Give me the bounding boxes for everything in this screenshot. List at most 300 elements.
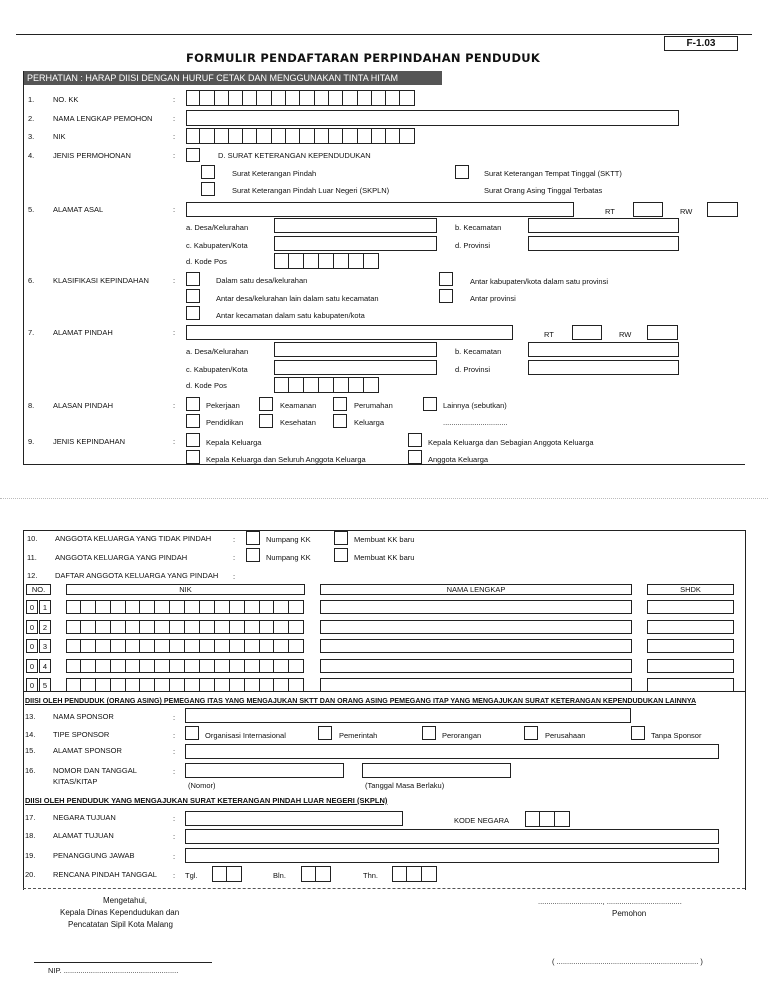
- checkbox-housing[interactable]: [333, 397, 347, 411]
- nip-field[interactable]: NIP. .......................................................: [48, 966, 179, 975]
- member-name-input[interactable]: [320, 678, 632, 692]
- colon: :: [233, 535, 236, 544]
- field-num: 2.: [28, 114, 35, 123]
- member-shdk-input[interactable]: [647, 600, 734, 614]
- sponsor-address-input[interactable]: [185, 744, 719, 759]
- char-cell[interactable]: [260, 659, 275, 673]
- option-label: Membuat KK baru: [354, 535, 415, 544]
- char-cell[interactable]: [140, 659, 155, 673]
- field-num: 5.: [28, 205, 35, 214]
- colon: :: [173, 132, 176, 141]
- abroad-address-input[interactable]: [185, 829, 719, 844]
- row-number-digit: 5: [39, 678, 51, 692]
- char-cell[interactable]: [170, 659, 185, 673]
- official-title-1: Kepala Dinas Kependudukan dan: [60, 908, 180, 917]
- origin-village-input[interactable]: [274, 218, 437, 233]
- form-title: FORMULIR PENDAFTARAN PERPINDAHAN PENDUDUK: [186, 51, 541, 65]
- col-shdk-header: SHDK: [647, 584, 734, 595]
- char-cell[interactable]: [227, 866, 242, 882]
- char-cell[interactable]: [407, 866, 422, 882]
- number-caption: (Nomor): [188, 781, 216, 790]
- char-cell[interactable]: [185, 620, 200, 634]
- checkbox-head-all[interactable]: [186, 450, 200, 464]
- nik-label: NIK: [53, 132, 66, 141]
- checkbox-other-district[interactable]: [186, 306, 200, 320]
- option-label: Tanpa Sponsor: [651, 731, 702, 740]
- char-cell[interactable]: [364, 377, 379, 393]
- char-cell[interactable]: [111, 659, 126, 673]
- char-cell[interactable]: [329, 128, 343, 144]
- checkbox-health[interactable]: [259, 414, 273, 428]
- char-cell[interactable]: [274, 620, 289, 634]
- member-name-input[interactable]: [320, 600, 632, 614]
- char-cell[interactable]: [229, 90, 243, 106]
- char-cell[interactable]: [289, 620, 304, 634]
- char-cell[interactable]: [334, 377, 349, 393]
- char-cell[interactable]: [289, 639, 304, 653]
- colon: :: [173, 871, 176, 880]
- sponsor-address-label: ALAMAT SPONSOR: [53, 746, 122, 755]
- checkbox-surat-pindah[interactable]: [201, 165, 215, 179]
- char-cell[interactable]: [200, 659, 215, 673]
- checkbox-stay-new-kk[interactable]: [334, 531, 348, 545]
- char-cell[interactable]: [155, 639, 170, 653]
- option-label: Antar provinsi: [470, 294, 516, 303]
- checkbox-intl-org[interactable]: [185, 726, 199, 740]
- char-cell[interactable]: [140, 620, 155, 634]
- char-cell[interactable]: [215, 620, 230, 634]
- char-cell[interactable]: [334, 253, 349, 269]
- field-num: 18.: [25, 831, 36, 840]
- option-label: Numpang KK: [266, 535, 311, 544]
- move-class-label: KLASIFIKASI KEPINDAHAN: [53, 276, 149, 285]
- member-shdk-input[interactable]: [647, 639, 734, 653]
- char-cell[interactable]: [525, 811, 540, 827]
- kitas-number-input[interactable]: [185, 763, 344, 778]
- option-label: Antar kecamatan dalam satu kabupaten/kota: [216, 311, 365, 320]
- destination-province-input[interactable]: [528, 360, 679, 375]
- char-cell[interactable]: [372, 90, 386, 106]
- field-num: 3.: [28, 132, 35, 141]
- district-label: b. Kecamatan: [455, 223, 502, 232]
- year-input[interactable]: [392, 866, 437, 882]
- char-cell[interactable]: [245, 639, 260, 653]
- left-border: [23, 530, 24, 890]
- char-cell[interactable]: [140, 600, 155, 614]
- char-cell[interactable]: [66, 659, 81, 673]
- month-input[interactable]: [301, 866, 331, 882]
- checkbox-same-village[interactable]: [186, 272, 200, 286]
- district-label: b. Kecamatan: [455, 347, 502, 356]
- option-label: Dalam satu desa/kelurahan: [216, 276, 308, 285]
- destination-rt-input[interactable]: [572, 325, 602, 340]
- colon: :: [173, 328, 176, 337]
- char-cell[interactable]: [386, 128, 400, 144]
- checkbox-head[interactable]: [186, 433, 200, 447]
- char-cell[interactable]: [274, 639, 289, 653]
- origin-province-input[interactable]: [528, 236, 679, 251]
- colon: :: [173, 731, 176, 740]
- char-cell[interactable]: [315, 90, 329, 106]
- char-cell[interactable]: [66, 620, 81, 634]
- destination-district-input[interactable]: [528, 342, 679, 357]
- char-cell[interactable]: [274, 678, 289, 692]
- char-cell[interactable]: [215, 659, 230, 673]
- checkbox-ket-kependudukan[interactable]: [186, 148, 200, 162]
- checkbox-company[interactable]: [524, 726, 538, 740]
- checkbox-other-village[interactable]: [186, 289, 200, 303]
- page-divider: [0, 498, 768, 499]
- char-cell[interactable]: [300, 128, 314, 144]
- char-cell[interactable]: [304, 253, 319, 269]
- char-cell[interactable]: [215, 128, 229, 144]
- colon: :: [173, 713, 176, 722]
- rt-label: RT: [544, 330, 554, 339]
- checkbox-sktt[interactable]: [455, 165, 469, 179]
- colon: :: [173, 747, 176, 756]
- destination-village-input[interactable]: [274, 342, 437, 357]
- member-nik-input[interactable]: [66, 620, 304, 634]
- char-cell[interactable]: [200, 600, 215, 614]
- right-border: [745, 530, 746, 890]
- char-cell[interactable]: [230, 639, 245, 653]
- option-label: Perumahan: [354, 401, 393, 410]
- char-cell[interactable]: [243, 128, 257, 144]
- option-label: Surat Keterangan Tempat Tinggal (SKTT): [484, 169, 622, 178]
- char-cell[interactable]: [300, 90, 314, 106]
- rt-label: RT: [605, 207, 615, 216]
- application-type-label: JENIS PERMOHONAN: [53, 151, 131, 160]
- char-cell[interactable]: [301, 866, 316, 882]
- place-date-blank[interactable]: ..............................., ....................................: [538, 897, 682, 906]
- country-code-input[interactable]: [525, 811, 570, 827]
- field-num: 9.: [28, 437, 35, 446]
- col-nik-header: NIK: [66, 584, 305, 595]
- char-cell[interactable]: [364, 253, 379, 269]
- applicant-name-input[interactable]: [186, 110, 679, 126]
- char-cell[interactable]: [386, 90, 400, 106]
- char-cell[interactable]: [274, 659, 289, 673]
- applicant-title: Pemohon: [612, 909, 647, 918]
- char-cell[interactable]: [126, 659, 141, 673]
- checkbox-security[interactable]: [259, 397, 273, 411]
- char-cell[interactable]: [215, 600, 230, 614]
- colon: :: [233, 553, 236, 562]
- member-shdk-input[interactable]: [647, 678, 734, 692]
- char-cell[interactable]: [260, 678, 275, 692]
- province-label: d. Provinsi: [455, 241, 491, 250]
- char-cell[interactable]: [392, 866, 407, 882]
- member-shdk-input[interactable]: [647, 620, 734, 634]
- char-cell[interactable]: [111, 639, 126, 653]
- char-cell[interactable]: [555, 811, 570, 827]
- checkbox-member[interactable]: [408, 450, 422, 464]
- row-number-digit: 1: [39, 600, 51, 614]
- applicant-name-label: NAMA LENGKAP PEMOHON: [53, 114, 153, 123]
- city-label: c. Kabupaten/Kota: [186, 365, 248, 374]
- guarantor-label: PENANGGUNG JAWAB: [53, 851, 135, 860]
- char-cell[interactable]: [319, 253, 334, 269]
- foreign-section-heading: DIISI OLEH PENDUDUK (ORANG ASING) PEMEGANG ITAS YANG MENGAJUKAN SKTT DAN ORANG ASING PEMEGANG ITAP YANG MENGAJUKAN SURAT KETERANGAN KEPENDUDUKAN LAINNYA: [25, 697, 697, 705]
- member-nik-input[interactable]: [66, 600, 304, 614]
- destination-rw-input[interactable]: [647, 325, 678, 340]
- row-number-digit: 0: [26, 659, 38, 673]
- char-cell[interactable]: [170, 678, 185, 692]
- char-cell[interactable]: [200, 639, 215, 653]
- char-cell[interactable]: [140, 639, 155, 653]
- char-cell[interactable]: [272, 128, 286, 144]
- checkbox-move-numpang[interactable]: [246, 548, 260, 562]
- origin-address-input[interactable]: [186, 202, 574, 217]
- checkbox-government[interactable]: [318, 726, 332, 740]
- char-cell[interactable]: [215, 90, 229, 106]
- char-cell[interactable]: [96, 678, 111, 692]
- char-cell[interactable]: [358, 128, 372, 144]
- char-cell[interactable]: [200, 90, 214, 106]
- char-cell[interactable]: [230, 620, 245, 634]
- member-name-input[interactable]: [320, 639, 632, 653]
- char-cell[interactable]: [81, 678, 96, 692]
- char-cell[interactable]: [319, 377, 334, 393]
- char-cell[interactable]: [243, 90, 257, 106]
- notice-banner: PERHATIAN : HARAP DIISI DENGAN HURUF CETAK DAN MENGGUNAKAN TINTA HITAM: [24, 71, 442, 85]
- destination-postal-input[interactable]: [274, 377, 379, 393]
- char-cell[interactable]: [349, 377, 364, 393]
- char-cell[interactable]: [540, 811, 555, 827]
- char-cell[interactable]: [126, 639, 141, 653]
- char-cell[interactable]: [329, 90, 343, 106]
- day-input[interactable]: [212, 866, 242, 882]
- char-cell[interactable]: [126, 678, 141, 692]
- char-cell[interactable]: [343, 90, 357, 106]
- top-rule: [23, 530, 745, 531]
- origin-district-input[interactable]: [528, 218, 679, 233]
- planned-date-label: RENCANA PINDAH TANGGAL: [53, 870, 157, 879]
- field-num: 8.: [28, 401, 35, 410]
- row-number-digit: 2: [39, 620, 51, 634]
- no-kk-label: NO. KK: [53, 95, 79, 104]
- char-cell[interactable]: [245, 678, 260, 692]
- colon: :: [173, 114, 176, 123]
- char-cell[interactable]: [155, 678, 170, 692]
- row-number-digit: 0: [26, 600, 38, 614]
- char-cell[interactable]: [358, 90, 372, 106]
- member-name-input[interactable]: [320, 620, 632, 634]
- char-cell[interactable]: [272, 90, 286, 106]
- checkbox-stay-numpang[interactable]: [246, 531, 260, 545]
- no-kk-input[interactable]: [186, 90, 415, 106]
- char-cell[interactable]: [66, 600, 81, 614]
- field-num: 11.: [27, 553, 37, 562]
- char-cell[interactable]: [96, 620, 111, 634]
- char-cell[interactable]: [245, 620, 260, 634]
- checkbox-other-reason[interactable]: [423, 397, 437, 411]
- char-cell[interactable]: [230, 678, 245, 692]
- destination-country-label: NEGARA TUJUAN: [53, 813, 116, 822]
- char-cell[interactable]: [274, 253, 289, 269]
- char-cell[interactable]: [257, 128, 271, 144]
- member-name-input[interactable]: [320, 659, 632, 673]
- char-cell[interactable]: [186, 90, 200, 106]
- checkbox-other-province[interactable]: [439, 289, 453, 303]
- char-cell[interactable]: [155, 600, 170, 614]
- char-cell[interactable]: [96, 659, 111, 673]
- member-shdk-input[interactable]: [647, 659, 734, 673]
- checkbox-no-sponsor[interactable]: [631, 726, 645, 740]
- char-cell[interactable]: [111, 678, 126, 692]
- origin-rt-input[interactable]: [633, 202, 663, 217]
- char-cell[interactable]: [185, 639, 200, 653]
- char-cell[interactable]: [400, 90, 414, 106]
- char-cell[interactable]: [260, 639, 275, 653]
- char-cell[interactable]: [155, 620, 170, 634]
- char-cell[interactable]: [185, 678, 200, 692]
- kitas-label: NOMOR DAN TANGGAL: [53, 766, 137, 775]
- destination-address-input[interactable]: [186, 325, 513, 340]
- char-cell[interactable]: [111, 600, 126, 614]
- applicant-name-blank[interactable]: ( .................................................................... ): [552, 957, 703, 966]
- char-cell[interactable]: [81, 600, 96, 614]
- field-num: 17.: [25, 813, 36, 822]
- sponsor-name-input[interactable]: [185, 708, 631, 723]
- char-cell[interactable]: [230, 659, 245, 673]
- checkbox-head-some[interactable]: [408, 433, 422, 447]
- char-cell[interactable]: [96, 600, 111, 614]
- checkbox-job[interactable]: [186, 397, 200, 411]
- village-label: a. Desa/Kelurahan: [186, 223, 249, 232]
- option-label: Surat Keterangan Pindah Luar Negeri (SKPLN): [232, 186, 390, 195]
- char-cell[interactable]: [289, 253, 304, 269]
- char-cell[interactable]: [315, 128, 329, 144]
- nik-input[interactable]: [186, 128, 415, 144]
- field-num: 1.: [28, 95, 35, 104]
- char-cell[interactable]: [170, 600, 185, 614]
- char-cell[interactable]: [215, 639, 230, 653]
- char-cell[interactable]: [289, 678, 304, 692]
- char-cell[interactable]: [66, 639, 81, 653]
- origin-city-input[interactable]: [274, 236, 437, 251]
- destination-country-input[interactable]: [185, 811, 403, 826]
- rw-label: RW: [680, 207, 693, 216]
- char-cell[interactable]: [111, 620, 126, 634]
- other-reason-blank[interactable]: ...............................: [443, 418, 508, 427]
- reason-label: ALASAN PINDAH: [53, 401, 114, 410]
- city-label: c. Kabupaten/Kota: [186, 241, 248, 250]
- char-cell[interactable]: [316, 866, 331, 882]
- char-cell[interactable]: [229, 128, 243, 144]
- origin-postal-input[interactable]: [274, 253, 379, 269]
- char-cell[interactable]: [400, 128, 414, 144]
- checkbox-individual[interactable]: [422, 726, 436, 740]
- date-caption: (Tanggal Masa Berlaku): [365, 781, 445, 790]
- checkbox-skpln[interactable]: [201, 182, 215, 196]
- char-cell[interactable]: [245, 600, 260, 614]
- char-cell[interactable]: [170, 639, 185, 653]
- origin-rw-input[interactable]: [707, 202, 738, 217]
- char-cell[interactable]: [349, 253, 364, 269]
- char-cell[interactable]: [81, 659, 96, 673]
- option-label: Pekerjaan: [206, 401, 240, 410]
- option-label: Antar kabupaten/kota dalam satu provinsi: [470, 277, 608, 286]
- checkbox-move-new-kk[interactable]: [334, 548, 348, 562]
- checkbox-family[interactable]: [333, 414, 347, 428]
- option-label: Kepala Keluarga dan Sebagian Anggota Keluarga: [428, 438, 594, 447]
- signature-divider: [23, 888, 745, 889]
- char-cell[interactable]: [260, 620, 275, 634]
- option-label: Pemerintah: [339, 731, 378, 740]
- row-number-digit: 0: [26, 620, 38, 634]
- option-label: Perorangan: [442, 731, 482, 740]
- rw-label: RW: [619, 330, 632, 339]
- char-cell[interactable]: [126, 620, 141, 634]
- char-cell[interactable]: [304, 377, 319, 393]
- char-cell[interactable]: [289, 377, 304, 393]
- char-cell[interactable]: [200, 128, 214, 144]
- official-signature-line: [34, 962, 212, 963]
- kitas-date-input[interactable]: [362, 763, 511, 778]
- field-num: 4.: [28, 151, 35, 160]
- option-label: Kesehatan: [280, 418, 316, 427]
- option-label: Perusahaan: [545, 731, 586, 740]
- field-num: 15.: [25, 746, 36, 755]
- bottom-rule: [23, 464, 745, 465]
- char-cell[interactable]: [230, 600, 245, 614]
- char-cell[interactable]: [289, 659, 304, 673]
- colon: :: [173, 852, 176, 861]
- char-cell[interactable]: [170, 620, 185, 634]
- char-cell[interactable]: [286, 90, 300, 106]
- option-label: Antar desa/kelurahan lain dalam satu kecamatan: [216, 294, 379, 303]
- char-cell[interactable]: [215, 678, 230, 692]
- form-code: F-1.03: [664, 36, 738, 51]
- char-cell[interactable]: [200, 678, 215, 692]
- char-cell[interactable]: [422, 866, 437, 882]
- field-num: 14.: [25, 730, 36, 739]
- char-cell[interactable]: [140, 678, 155, 692]
- checkbox-education[interactable]: [186, 414, 200, 428]
- member-nik-input[interactable]: [66, 639, 304, 653]
- char-cell[interactable]: [245, 659, 260, 673]
- char-cell[interactable]: [212, 866, 227, 882]
- char-cell[interactable]: [289, 600, 304, 614]
- char-cell[interactable]: [274, 377, 289, 393]
- checkbox-other-city[interactable]: [439, 272, 453, 286]
- char-cell[interactable]: [186, 128, 200, 144]
- colon: :: [173, 401, 176, 410]
- char-cell[interactable]: [286, 128, 300, 144]
- char-cell[interactable]: [200, 620, 215, 634]
- guarantor-input[interactable]: [185, 848, 719, 863]
- char-cell[interactable]: [372, 128, 386, 144]
- member-nik-input[interactable]: [66, 659, 304, 673]
- char-cell[interactable]: [343, 128, 357, 144]
- char-cell[interactable]: [81, 639, 96, 653]
- colon: :: [233, 572, 236, 581]
- char-cell[interactable]: [66, 678, 81, 692]
- char-cell[interactable]: [260, 600, 275, 614]
- destination-city-input[interactable]: [274, 360, 437, 375]
- char-cell[interactable]: [274, 600, 289, 614]
- char-cell[interactable]: [155, 659, 170, 673]
- char-cell[interactable]: [185, 659, 200, 673]
- char-cell[interactable]: [185, 600, 200, 614]
- char-cell[interactable]: [257, 90, 271, 106]
- char-cell[interactable]: [81, 620, 96, 634]
- member-nik-input[interactable]: [66, 678, 304, 692]
- option-label: Membuat KK baru: [354, 553, 415, 562]
- char-cell[interactable]: [126, 600, 141, 614]
- char-cell[interactable]: [96, 639, 111, 653]
